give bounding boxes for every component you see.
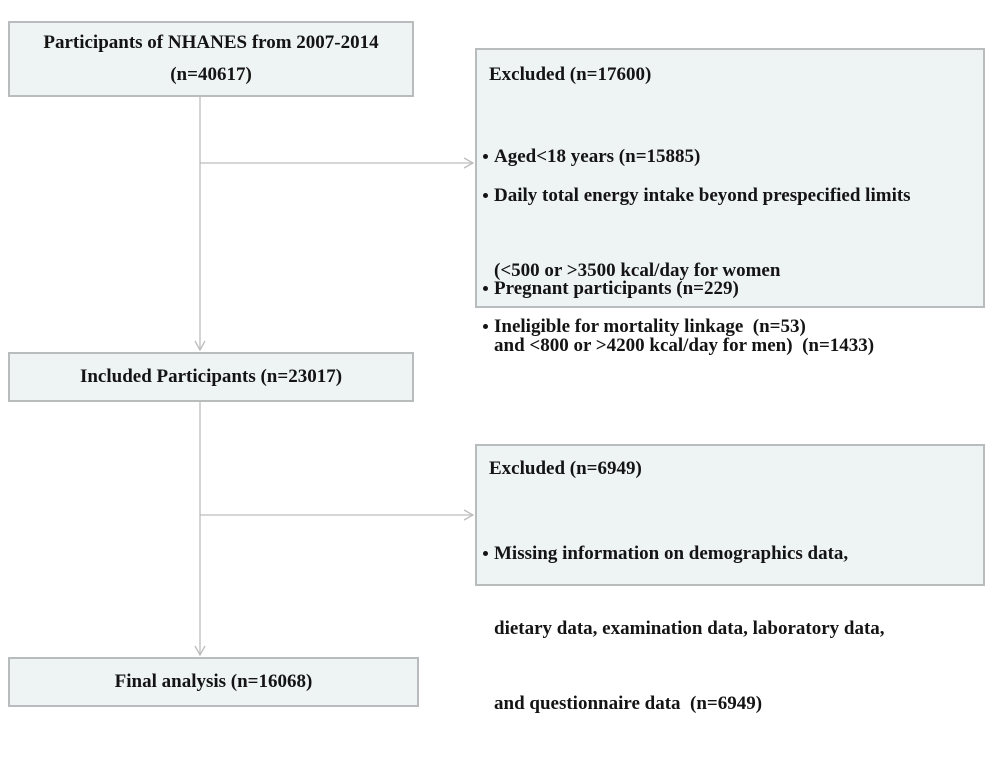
included-box: [8, 352, 414, 402]
excluded-2-item-missing: Missing information on demographics data, dietary data, examination data, laboratory data, and questionnaire data (n=6949): [483, 491, 885, 766]
excluded-2-title: Excluded (n=6949): [489, 458, 642, 479]
excluded-1-item-age: Aged<18 years (n=15885): [483, 94, 700, 219]
excluded-box-1: [475, 48, 985, 356]
excluded-box-2: [475, 444, 985, 714]
participants-box: [8, 21, 414, 97]
final-analysis-box: [8, 657, 419, 707]
bullet-icon: [483, 551, 488, 556]
final-analysis-title: Final analysis (n=16068): [114, 671, 313, 692]
excluded-1-item-mortality: Ineligible for mortality linkage (n=53): [483, 264, 806, 389]
excluded-1-title: Excluded (n=17600): [489, 64, 652, 85]
bullet-icon: [483, 324, 488, 329]
excluded-1-item-pregnant: Pregnant participants (n=229): [483, 226, 739, 351]
participants-title: Participants of NHANES from 2007-2014: [43, 32, 379, 53]
excluded-1-item-energy: Daily total energy intake beyond prespecified limits (<500 or >3500 kcal/day for women and <800 or >4200 kcal/day for men) (n=1433): [483, 133, 911, 408]
participants-count: (n=40617): [170, 64, 252, 85]
bullet-icon: [483, 193, 488, 198]
included-title: Included Participants (n=23017): [79, 366, 343, 387]
